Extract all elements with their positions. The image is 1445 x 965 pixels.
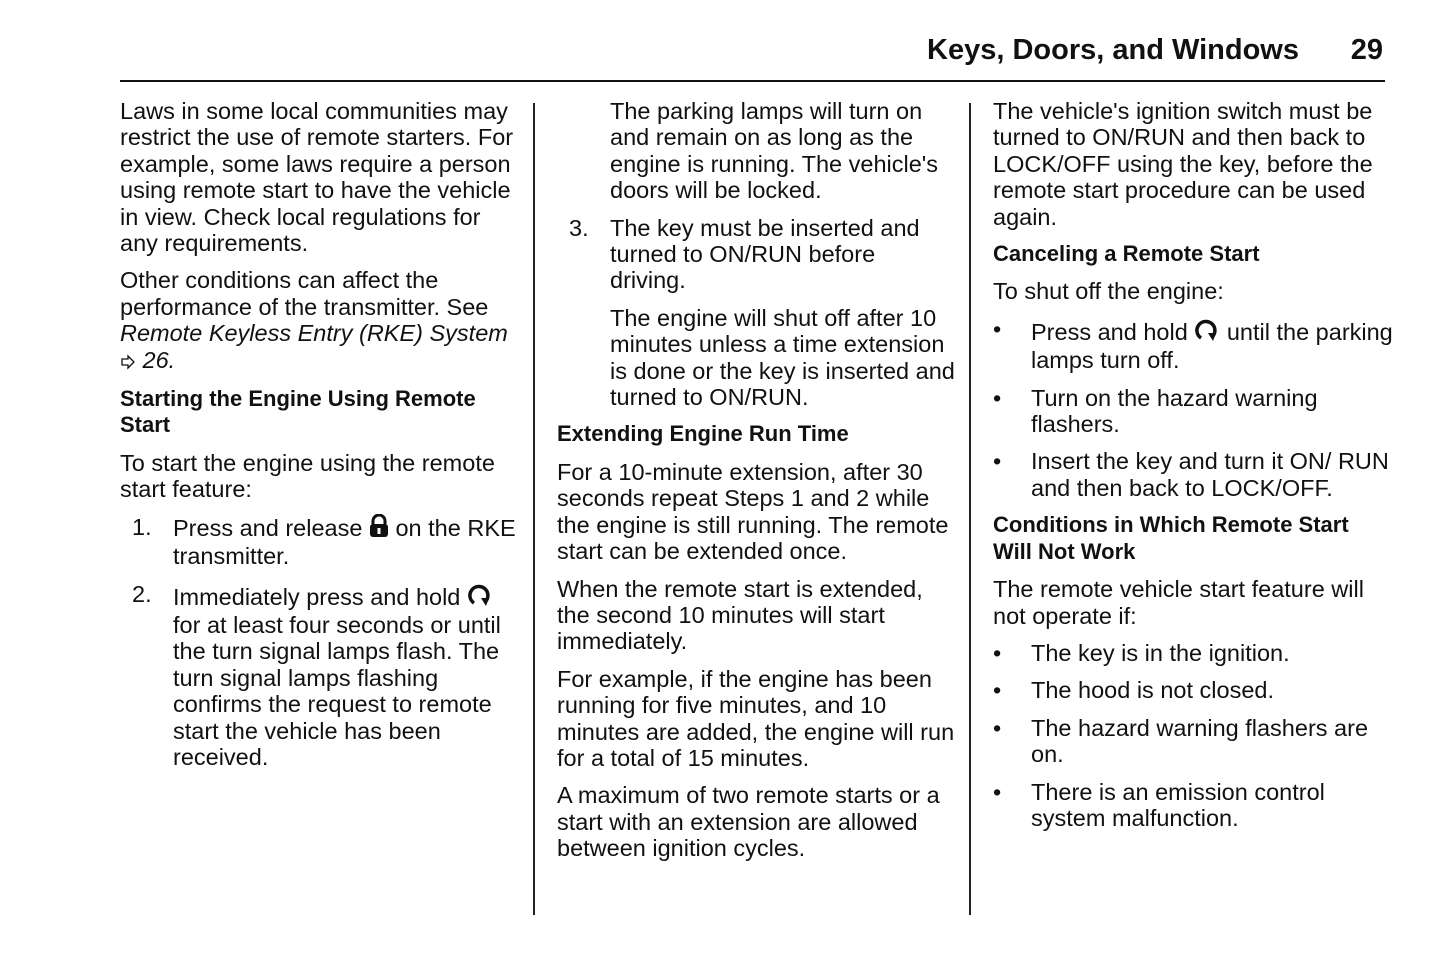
column-3 <box>993 98 1393 842</box>
paragraph: Laws in some local communities may restrict the use of remote starters. For example, some laws require a person using remote start to have the vehicle in view. Check local regulations for any requirements. <box>120 98 514 257</box>
heading-extending-run-time: Extending Engine Run Time <box>557 421 849 447</box>
bullet-icon: • <box>993 639 1002 666</box>
list-item: • The key is in the ignition. <box>993 639 1290 666</box>
section-title: Keys, Doors, and Windows <box>927 34 1299 66</box>
column-2 <box>557 98 957 873</box>
paragraph: The remote vehicle start feature will not operate if: <box>993 576 1364 629</box>
heading-conditions: Conditions in Which Remote Start Will Not Work <box>993 512 1349 564</box>
list-item: • There is an emission control system malfunction. <box>993 778 1325 831</box>
heading-canceling-remote-start: Canceling a Remote Start <box>993 241 1260 267</box>
bullet-icon: • <box>993 677 1002 704</box>
paragraph: The vehicle's ignition switch must be turned to ON/RUN and then back to LOCK/OFF using the key, before the remote start procedure can be used again. <box>993 98 1373 230</box>
bullet-icon: • <box>993 448 1002 475</box>
paragraph: When the remote start is extended, the second 10 minutes will start immediately. <box>557 575 923 655</box>
list-item: • Insert the key and turn it ON/ RUN and then back to LOCK/OFF. <box>993 448 1389 501</box>
paragraph: To start the engine using the remote start feature: <box>120 449 495 503</box>
step-2: 2. Immediately press and hold for at least four seconds or until the turn signal lamps flash. The turn signal lamps flashing confirms the request to remote start the vehicle has been received. <box>132 580 501 770</box>
list-item: • The hood is not closed. <box>993 677 1274 704</box>
page-header <box>120 30 1385 82</box>
bullet-icon: • <box>993 384 1002 411</box>
paragraph: The parking lamps will turn on and remain on as long as the engine is running. The vehicle's doors will be locked. <box>610 98 939 204</box>
column-1 <box>120 98 520 781</box>
bullet-icon: • <box>993 714 1002 741</box>
list-item: • Press and hold until the parking lamps turn off. <box>993 315 1393 374</box>
paragraph: Other conditions can affect the performance of the transmitter. See Remote Keyless Entry (RKE) System 26. <box>120 267 520 375</box>
bullet-icon: • <box>993 315 1002 342</box>
list-item: • The hazard warning flashers are on. <box>993 714 1369 768</box>
paragraph: The engine will shut off after 10 minutes unless a time extension is done or the key is inserted and turned to ON/RUN. <box>610 304 955 411</box>
remote-start-icon <box>467 581 493 612</box>
paragraph: To shut off the engine: <box>993 278 1224 305</box>
cross-reference-link[interactable]: Remote Keyless Entry (RKE) System <box>120 320 508 347</box>
step-1: 1. Press and release on the RKE transmitter. <box>132 513 516 570</box>
column-divider <box>533 103 535 915</box>
column-divider <box>969 103 971 915</box>
remote-start-icon <box>1194 316 1220 347</box>
list-item: • Turn on the hazard warning flashers. <box>993 384 1318 438</box>
heading-starting-engine: Starting the Engine Using Remote Start <box>120 386 476 438</box>
step-3: 3. The key must be inserted and turned to ON/RUN before driving. <box>569 214 920 294</box>
paragraph: For a 10-minute extension, after 30 seconds repeat Steps 1 and 2 while the engine is still running. The remote start can be extended once. <box>557 458 949 565</box>
page-number: 29 <box>1350 34 1383 66</box>
lock-icon <box>369 514 389 543</box>
paragraph: For example, if the engine has been running for five minutes, and 10 minutes are added, the engine will run for a total of 15 minutes. <box>557 665 955 771</box>
arrow-reference-icon <box>120 349 136 375</box>
page-reference[interactable]: 26. <box>142 346 176 373</box>
paragraph: A maximum of two remote starts or a start with an extension are allowed between ignition cycles. <box>557 782 940 862</box>
bullet-icon: • <box>993 778 1002 805</box>
